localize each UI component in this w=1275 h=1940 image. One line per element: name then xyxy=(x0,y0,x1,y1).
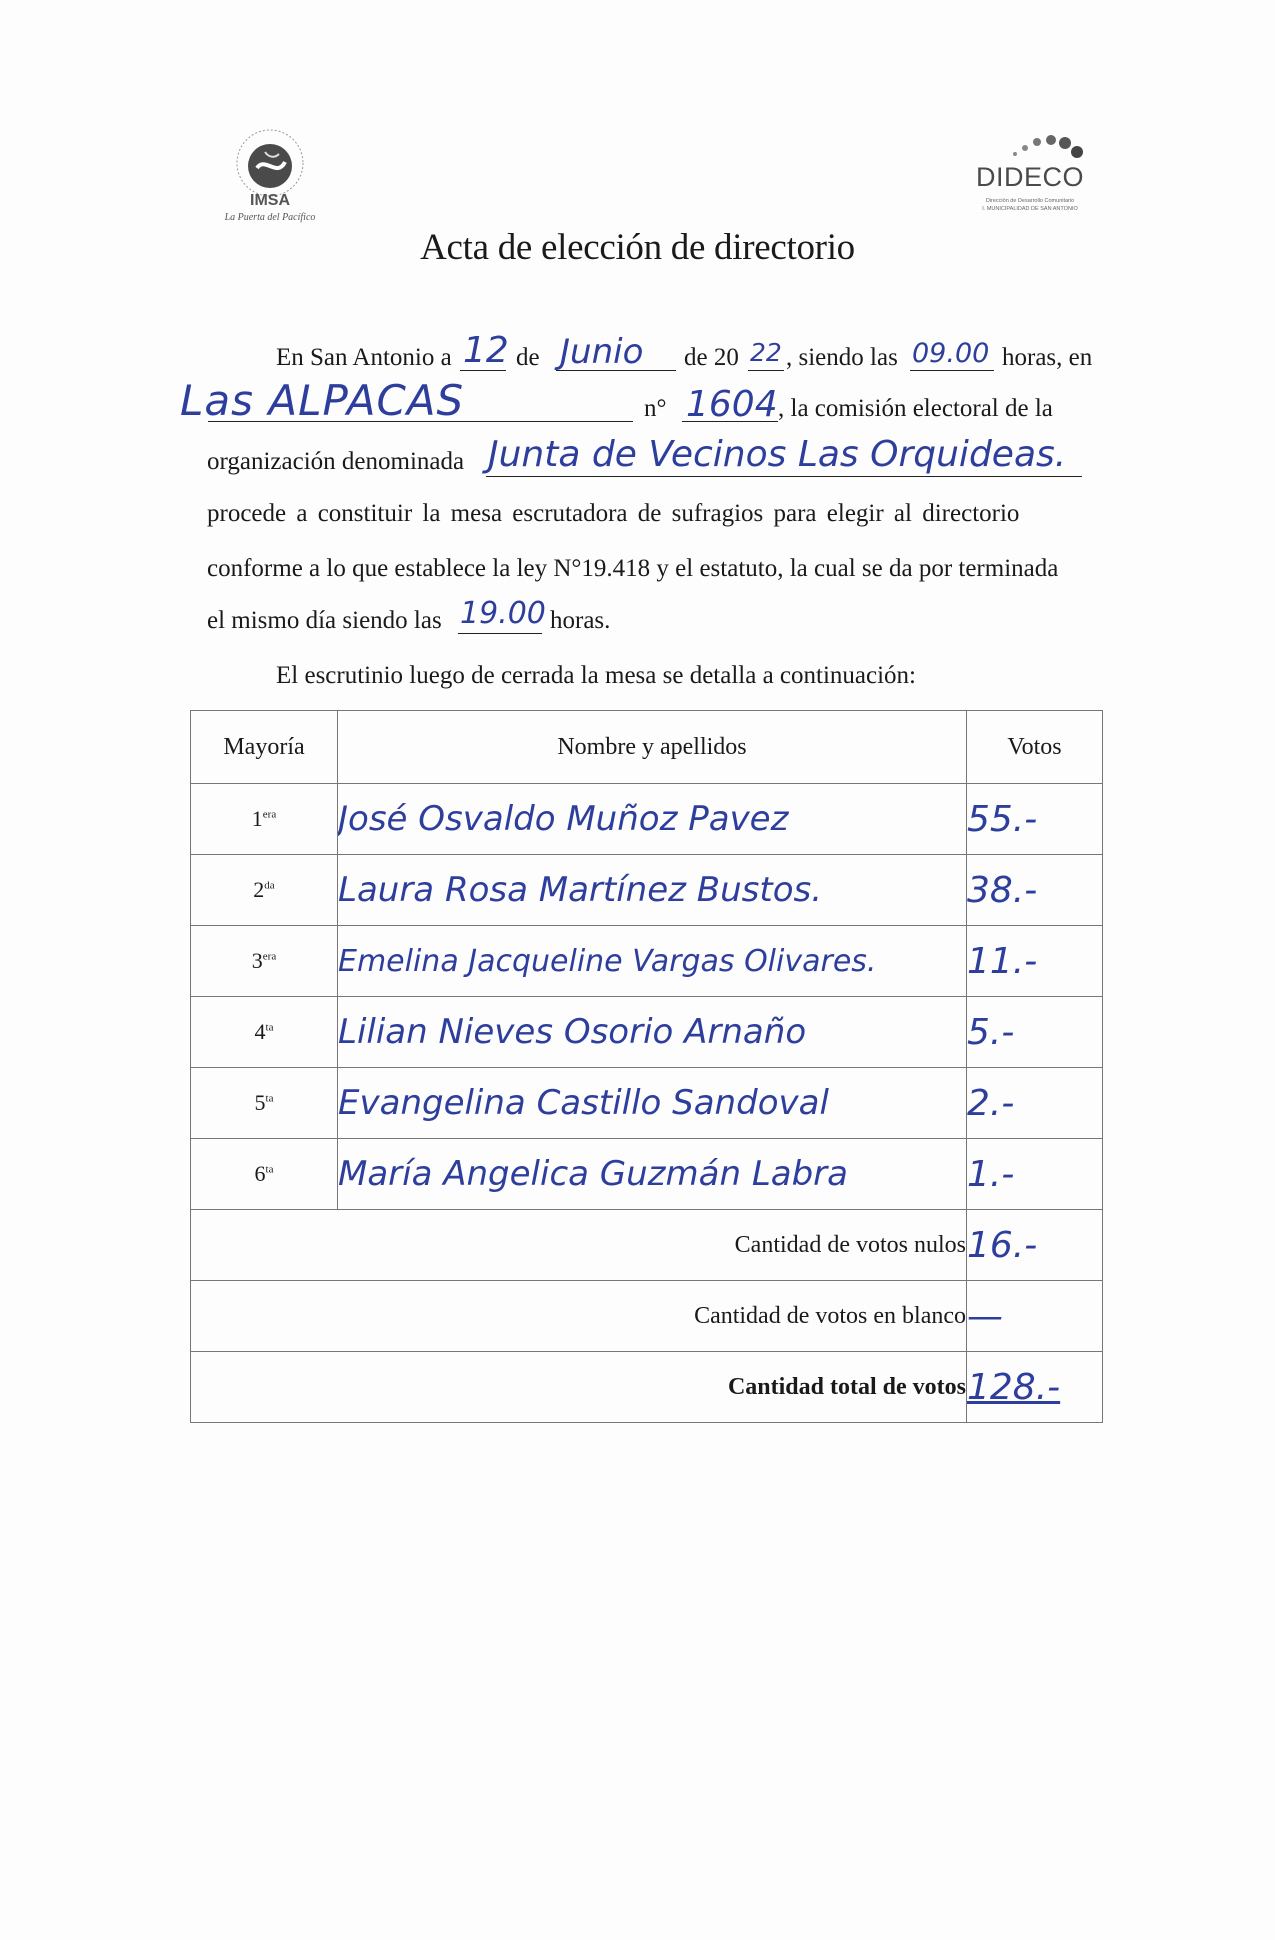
handwritten-start-hour: 09.00 xyxy=(912,338,990,369)
blank-votes-row xyxy=(191,1281,1103,1352)
intro-text-1b: de xyxy=(516,344,540,371)
handwritten-number: 1604 xyxy=(686,384,778,425)
document-title: Acta de elección de directorio xyxy=(420,227,855,268)
handwritten-day: 12 xyxy=(463,330,509,371)
end-hour-underline xyxy=(458,633,542,634)
rank-number: 4 xyxy=(254,1019,266,1044)
intro-text-1a: En San Antonio a xyxy=(276,344,452,371)
start-hour-underline xyxy=(910,370,994,371)
candidate-name: María Angelica Guzmán Labra xyxy=(338,1139,967,1210)
rank-number: 2 xyxy=(253,877,265,902)
rank-cell xyxy=(191,1068,338,1139)
candidate-name: Laura Rosa Martínez Bustos. xyxy=(338,855,967,926)
table-row xyxy=(191,1068,1103,1139)
dideco-logo xyxy=(965,130,1095,220)
imsa-tagline: La Puerta del Pacífico xyxy=(224,212,316,223)
imsa-seal-icon xyxy=(235,128,305,198)
org-name-underline xyxy=(486,476,1082,477)
rank-number: 3 xyxy=(251,948,263,973)
handwritten-month: Junio xyxy=(560,332,644,372)
handwritten-org-name: Junta de Vecinos Las Orquideas. xyxy=(488,434,1067,475)
rank-number: 6 xyxy=(254,1161,266,1186)
null-votes-row xyxy=(191,1210,1103,1281)
intro-text-2a: n° xyxy=(644,395,667,422)
rank-cell xyxy=(191,997,338,1068)
dideco-dots-icon xyxy=(1005,130,1085,165)
intro-text-6a: el mismo día siendo las xyxy=(207,607,442,634)
null-votes-label: Cantidad de votos nulos xyxy=(191,1210,967,1281)
rank-suffix: ta xyxy=(265,1092,274,1105)
intro-text-7: El escrutinio luego de cerrada la mesa se detalla a continuación: xyxy=(276,662,917,689)
total-votes-row xyxy=(191,1352,1103,1423)
table-header-row xyxy=(191,711,1103,784)
candidate-votes: 38.- xyxy=(967,855,1103,926)
candidate-votes: 55.- xyxy=(967,784,1103,855)
blank-votes-value: — xyxy=(967,1281,1103,1352)
total-votes-label: Cantidad total de votos xyxy=(191,1352,967,1423)
candidate-name: Emelina Jacqueline Vargas Olivares. xyxy=(338,926,967,997)
rank-cell xyxy=(191,784,338,855)
table-row xyxy=(191,997,1103,1068)
imsa-logo xyxy=(205,120,335,225)
handwritten-place: Las ALPACAS xyxy=(180,376,465,425)
rank-cell xyxy=(191,1139,338,1210)
intro-text-1d: , siendo las xyxy=(786,344,898,371)
intro-text-2b: , la comisión electoral de la xyxy=(778,395,1053,422)
intro-text-1e: horas, en xyxy=(1002,344,1093,371)
rank-suffix: ta xyxy=(265,1163,274,1176)
rank-suffix: da xyxy=(264,879,275,892)
total-votes-value: 128.- xyxy=(967,1352,1103,1423)
intro-text-6b: horas. xyxy=(550,607,611,634)
candidate-name: José Osvaldo Muñoz Pavez xyxy=(338,784,967,855)
rank-suffix: ta xyxy=(265,1021,274,1034)
candidate-votes: 1.- xyxy=(967,1139,1103,1210)
intro-text-4: procede a constituir la mesa escrutadora de sufragios para elegir al directorio xyxy=(207,500,1020,527)
intro-text-1c: de 20 xyxy=(684,344,739,371)
candidate-name: Evangelina Castillo Sandoval xyxy=(338,1068,967,1139)
rank-suffix: era xyxy=(262,808,277,821)
header-rank: Mayoría xyxy=(191,711,338,784)
candidate-votes: 11.- xyxy=(967,926,1103,997)
null-votes-value: 16.- xyxy=(967,1210,1103,1281)
intro-text-3a: organización denominada xyxy=(207,448,465,475)
rank-number: 1 xyxy=(251,806,263,831)
header-votes: Votos xyxy=(967,711,1103,784)
candidate-votes: 5.- xyxy=(967,997,1103,1068)
rank-suffix: era xyxy=(262,950,277,963)
table-row xyxy=(191,926,1103,997)
table-row xyxy=(191,855,1103,926)
dideco-name: DIDECO xyxy=(975,162,1084,192)
rank-number: 5 xyxy=(254,1090,266,1115)
dideco-subtitle-1: Dirección de Desarrollo Comunitario xyxy=(985,198,1075,204)
rank-cell xyxy=(191,855,338,926)
table-row xyxy=(191,784,1103,855)
imsa-name: IMSA xyxy=(250,192,290,209)
intro-text-5: conforme a lo que establece la ley N°19.418 y el estatuto, la cual se da por terminada xyxy=(207,555,1059,582)
header-name: Nombre y apellidos xyxy=(338,711,967,784)
year-underline xyxy=(748,370,784,371)
candidate-votes: 2.- xyxy=(967,1068,1103,1139)
handwritten-year: 22 xyxy=(750,338,782,367)
blank-votes-label: Cantidad de votos en blanco xyxy=(191,1281,967,1352)
handwritten-end-hour: 19.00 xyxy=(460,596,546,631)
table-row xyxy=(191,1139,1103,1210)
dideco-subtitle-2: I. MUNICIPALIDAD DE SAN ANTONIO xyxy=(982,206,1078,212)
rank-cell xyxy=(191,926,338,997)
candidate-name: Lilian Nieves Osorio Arnaño xyxy=(338,997,967,1068)
results-table xyxy=(190,710,1103,1423)
